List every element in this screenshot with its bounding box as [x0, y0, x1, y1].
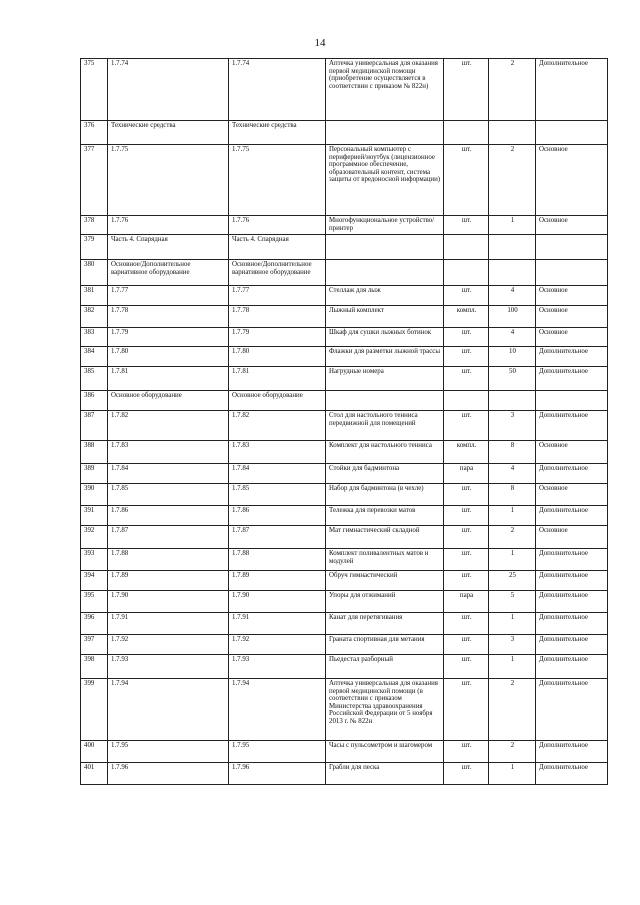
- cell-n: 382: [81, 306, 108, 328]
- cell-name: Стеллаж для лыж: [326, 286, 444, 306]
- cell-type: Дополнительное: [536, 613, 608, 635]
- cell-n: 384: [81, 347, 108, 367]
- cell-unit: шт.: [444, 763, 489, 785]
- cell-type: Основное: [536, 306, 608, 328]
- cell-unit: шт.: [444, 655, 489, 679]
- cell-type: Дополнительное: [536, 367, 608, 391]
- cell-code1: 1.7.86: [108, 506, 229, 526]
- cell-unit: [444, 260, 489, 286]
- cell-name: Набор для бадминтона (в чехле): [326, 484, 444, 506]
- cell-code2: 1.7.93: [229, 655, 326, 679]
- table-row: [81, 464, 608, 484]
- cell-type: Дополнительное: [536, 679, 608, 741]
- table-row: [81, 635, 608, 655]
- cell-n: 394: [81, 571, 108, 591]
- table-row: [81, 441, 608, 464]
- cell-code1: 1.7.76: [108, 216, 229, 235]
- cell-name: Лыжный комплект: [326, 306, 444, 328]
- cell-unit: компл.: [444, 306, 489, 328]
- cell-unit: [444, 391, 489, 411]
- cell-name: Обруч гимнастический: [326, 571, 444, 591]
- cell-code2: 1.7.88: [229, 549, 326, 571]
- cell-code2: Основное/Дополнительное вариативное оборудование: [229, 260, 326, 286]
- table-row: [81, 549, 608, 571]
- cell-name: [326, 121, 444, 145]
- cell-code2: 1.7.95: [229, 741, 326, 763]
- cell-qty: 10: [489, 347, 536, 367]
- cell-code1: 1.7.89: [108, 571, 229, 591]
- cell-code2: 1.7.90: [229, 591, 326, 613]
- cell-n: 396: [81, 613, 108, 635]
- cell-qty: [489, 235, 536, 260]
- cell-type: Дополнительное: [536, 741, 608, 763]
- cell-code1: 1.7.90: [108, 591, 229, 613]
- cell-n: 380: [81, 260, 108, 286]
- cell-name: [326, 391, 444, 411]
- cell-code1: 1.7.75: [108, 145, 229, 216]
- table-row: [81, 121, 608, 145]
- cell-name: Мат гимнастический складной: [326, 526, 444, 549]
- cell-qty: 25: [489, 571, 536, 591]
- cell-type: [536, 260, 608, 286]
- cell-unit: шт.: [444, 59, 489, 121]
- cell-type: Дополнительное: [536, 635, 608, 655]
- cell-n: 401: [81, 763, 108, 785]
- table-row: [81, 59, 608, 121]
- cell-type: Основное: [536, 216, 608, 235]
- cell-qty: 4: [489, 328, 536, 347]
- cell-code2: 1.7.89: [229, 571, 326, 591]
- cell-unit: шт.: [444, 145, 489, 216]
- cell-code2: Часть 4. Спарядная: [229, 235, 326, 260]
- cell-code1: 1.7.95: [108, 741, 229, 763]
- cell-name: [326, 235, 444, 260]
- cell-unit: пара: [444, 591, 489, 613]
- table-row: [81, 411, 608, 441]
- cell-name: Граната спортивная для метания: [326, 635, 444, 655]
- cell-code2: 1.7.91: [229, 613, 326, 635]
- cell-qty: 8: [489, 484, 536, 506]
- cell-unit: шт.: [444, 328, 489, 347]
- cell-n: 386: [81, 391, 108, 411]
- cell-unit: [444, 121, 489, 145]
- cell-qty: 2: [489, 59, 536, 121]
- cell-n: 383: [81, 328, 108, 347]
- cell-unit: шт.: [444, 484, 489, 506]
- cell-code2: 1.7.86: [229, 506, 326, 526]
- cell-name: [326, 260, 444, 286]
- equipment-table: [80, 58, 608, 785]
- cell-type: Дополнительное: [536, 347, 608, 367]
- cell-code2: 1.7.82: [229, 411, 326, 441]
- cell-code2: 1.7.81: [229, 367, 326, 391]
- cell-code1: 1.7.77: [108, 286, 229, 306]
- cell-code2: Основное оборудование: [229, 391, 326, 411]
- cell-code2: 1.7.92: [229, 635, 326, 655]
- cell-unit: шт.: [444, 571, 489, 591]
- cell-name: Стойки для бадминтона: [326, 464, 444, 484]
- cell-code1: Часть 4. Спарядная: [108, 235, 229, 260]
- cell-n: 400: [81, 741, 108, 763]
- cell-qty: 1: [489, 763, 536, 785]
- cell-type: Дополнительное: [536, 549, 608, 571]
- cell-code1: 1.7.81: [108, 367, 229, 391]
- cell-type: Дополнительное: [536, 464, 608, 484]
- cell-n: 399: [81, 679, 108, 741]
- cell-unit: шт.: [444, 635, 489, 655]
- table-row: [81, 235, 608, 260]
- table-row: [81, 591, 608, 613]
- table-row: [81, 391, 608, 411]
- cell-code2: 1.7.77: [229, 286, 326, 306]
- cell-code1: 1.7.80: [108, 347, 229, 367]
- cell-code1: Основное/Дополнительное вариативное оборудование: [108, 260, 229, 286]
- cell-name: Многофункциональное устройство/принтер: [326, 216, 444, 235]
- cell-unit: шт.: [444, 549, 489, 571]
- cell-n: 397: [81, 635, 108, 655]
- table-row: [81, 484, 608, 506]
- cell-unit: шт.: [444, 741, 489, 763]
- cell-code1: 1.7.79: [108, 328, 229, 347]
- cell-code2: 1.7.83: [229, 441, 326, 464]
- cell-type: Дополнительное: [536, 655, 608, 679]
- page-number: 14: [314, 37, 326, 49]
- cell-name: Часы с пульсометром и шагомером: [326, 741, 444, 763]
- cell-unit: шт.: [444, 347, 489, 367]
- cell-qty: 50: [489, 367, 536, 391]
- cell-n: 377: [81, 145, 108, 216]
- table-row: [81, 571, 608, 591]
- cell-code2: 1.7.85: [229, 484, 326, 506]
- cell-code1: 1.7.94: [108, 679, 229, 741]
- table-row: [81, 741, 608, 763]
- cell-code2: 1.7.87: [229, 526, 326, 549]
- cell-code1: 1.7.88: [108, 549, 229, 571]
- cell-type: Дополнительное: [536, 506, 608, 526]
- cell-qty: 8: [489, 441, 536, 464]
- cell-n: 392: [81, 526, 108, 549]
- cell-n: 398: [81, 655, 108, 679]
- cell-n: 390: [81, 484, 108, 506]
- cell-type: Основное: [536, 328, 608, 347]
- cell-n: 387: [81, 411, 108, 441]
- cell-code2: 1.7.80: [229, 347, 326, 367]
- cell-name: Грабли для песка: [326, 763, 444, 785]
- cell-n: 388: [81, 441, 108, 464]
- cell-type: Основное: [536, 286, 608, 306]
- cell-name: Стол для настольного тенниса передвижной для помещений: [326, 411, 444, 441]
- cell-qty: 2: [489, 741, 536, 763]
- cell-type: Дополнительное: [536, 59, 608, 121]
- cell-name: Аптечка универсальная для оказания первой медицинской помощи (в соответствии с приказом Министерства здравоохранения Российской Федерации от 5 ноября 2013 г. № 822н: [326, 679, 444, 741]
- cell-qty: 1: [489, 506, 536, 526]
- cell-qty: 2: [489, 526, 536, 549]
- cell-qty: 100: [489, 306, 536, 328]
- table-row: [81, 347, 608, 367]
- cell-code1: 1.7.93: [108, 655, 229, 679]
- cell-qty: [489, 260, 536, 286]
- table-row: [81, 286, 608, 306]
- cell-type: Дополнительное: [536, 411, 608, 441]
- cell-unit: пара: [444, 464, 489, 484]
- cell-qty: 2: [489, 679, 536, 741]
- cell-code2: 1.7.74: [229, 59, 326, 121]
- cell-n: 376: [81, 121, 108, 145]
- cell-qty: 1: [489, 655, 536, 679]
- cell-n: 391: [81, 506, 108, 526]
- cell-code1: 1.7.91: [108, 613, 229, 635]
- cell-code1: Технические средства: [108, 121, 229, 145]
- cell-unit: шт.: [444, 506, 489, 526]
- cell-type: Основное: [536, 145, 608, 216]
- cell-qty: 2: [489, 145, 536, 216]
- cell-type: [536, 235, 608, 260]
- cell-type: Дополнительное: [536, 763, 608, 785]
- cell-type: Основное: [536, 484, 608, 506]
- table-row: [81, 306, 608, 328]
- cell-n: 393: [81, 549, 108, 571]
- table-row: [81, 145, 608, 216]
- cell-qty: 5: [489, 591, 536, 613]
- cell-type: [536, 391, 608, 411]
- cell-name: Комплект для настольного тенниса: [326, 441, 444, 464]
- table-row: [81, 260, 608, 286]
- table-row: [81, 655, 608, 679]
- cell-unit: шт.: [444, 526, 489, 549]
- cell-qty: [489, 391, 536, 411]
- cell-qty: 3: [489, 635, 536, 655]
- table-row: [81, 216, 608, 235]
- cell-code1: 1.7.92: [108, 635, 229, 655]
- cell-code2: 1.7.96: [229, 763, 326, 785]
- cell-code1: 1.7.83: [108, 441, 229, 464]
- cell-code2: 1.7.78: [229, 306, 326, 328]
- cell-unit: шт.: [444, 411, 489, 441]
- table-row: [81, 763, 608, 785]
- cell-unit: шт.: [444, 216, 489, 235]
- cell-unit: шт.: [444, 286, 489, 306]
- cell-code1: 1.7.84: [108, 464, 229, 484]
- cell-qty: 3: [489, 411, 536, 441]
- cell-unit: [444, 235, 489, 260]
- cell-n: 375: [81, 59, 108, 121]
- cell-code2: 1.7.76: [229, 216, 326, 235]
- cell-n: 395: [81, 591, 108, 613]
- cell-code1: 1.7.78: [108, 306, 229, 328]
- cell-n: 381: [81, 286, 108, 306]
- table-row: [81, 506, 608, 526]
- cell-n: 379: [81, 235, 108, 260]
- cell-code2: 1.7.79: [229, 328, 326, 347]
- cell-qty: 1: [489, 216, 536, 235]
- cell-n: 378: [81, 216, 108, 235]
- table-row: [81, 526, 608, 549]
- cell-unit: шт.: [444, 613, 489, 635]
- cell-n: 385: [81, 367, 108, 391]
- cell-name: Аптечка универсальная для оказания первой медицинской помощи (приобретение осуществляется в соответствии с приказом № 822н): [326, 59, 444, 121]
- cell-code1: 1.7.82: [108, 411, 229, 441]
- table-row: [81, 367, 608, 391]
- cell-qty: 1: [489, 549, 536, 571]
- cell-name: Нагрудные номера: [326, 367, 444, 391]
- cell-n: 389: [81, 464, 108, 484]
- table-row: [81, 328, 608, 347]
- cell-code1: 1.7.74: [108, 59, 229, 121]
- cell-name: Флажки для разметки лыжной трассы: [326, 347, 444, 367]
- cell-name: Комплект поливалентных матов и модулей: [326, 549, 444, 571]
- cell-type: Дополнительное: [536, 591, 608, 613]
- cell-code2: 1.7.84: [229, 464, 326, 484]
- table-row: [81, 613, 608, 635]
- cell-name: Шкаф для сушки лыжных ботинок: [326, 328, 444, 347]
- cell-name: Пьедестал разборный: [326, 655, 444, 679]
- cell-unit: шт.: [444, 679, 489, 741]
- cell-type: Дополнительное: [536, 571, 608, 591]
- cell-code2: 1.7.75: [229, 145, 326, 216]
- cell-name: Канат для перетягивания: [326, 613, 444, 635]
- cell-qty: 1: [489, 613, 536, 635]
- cell-name: Тележка для перевозки матов: [326, 506, 444, 526]
- table-row: [81, 679, 608, 741]
- cell-code2: Технические средства: [229, 121, 326, 145]
- cell-name: Персональный компьютер с периферией/ноутбук (лицензионное программное обеспечение, образовательный контент, система защиты от вредоносной информации): [326, 145, 444, 216]
- cell-type: Основное: [536, 441, 608, 464]
- cell-type: [536, 121, 608, 145]
- cell-qty: 4: [489, 464, 536, 484]
- cell-code1: 1.7.96: [108, 763, 229, 785]
- cell-unit: шт.: [444, 367, 489, 391]
- cell-type: Основное: [536, 526, 608, 549]
- cell-code1: Основное оборудование: [108, 391, 229, 411]
- cell-code1: 1.7.87: [108, 526, 229, 549]
- cell-unit: компл.: [444, 441, 489, 464]
- cell-code1: 1.7.85: [108, 484, 229, 506]
- cell-qty: 4: [489, 286, 536, 306]
- cell-qty: [489, 121, 536, 145]
- cell-name: Упоры для отжиманий: [326, 591, 444, 613]
- cell-code2: 1.7.94: [229, 679, 326, 741]
